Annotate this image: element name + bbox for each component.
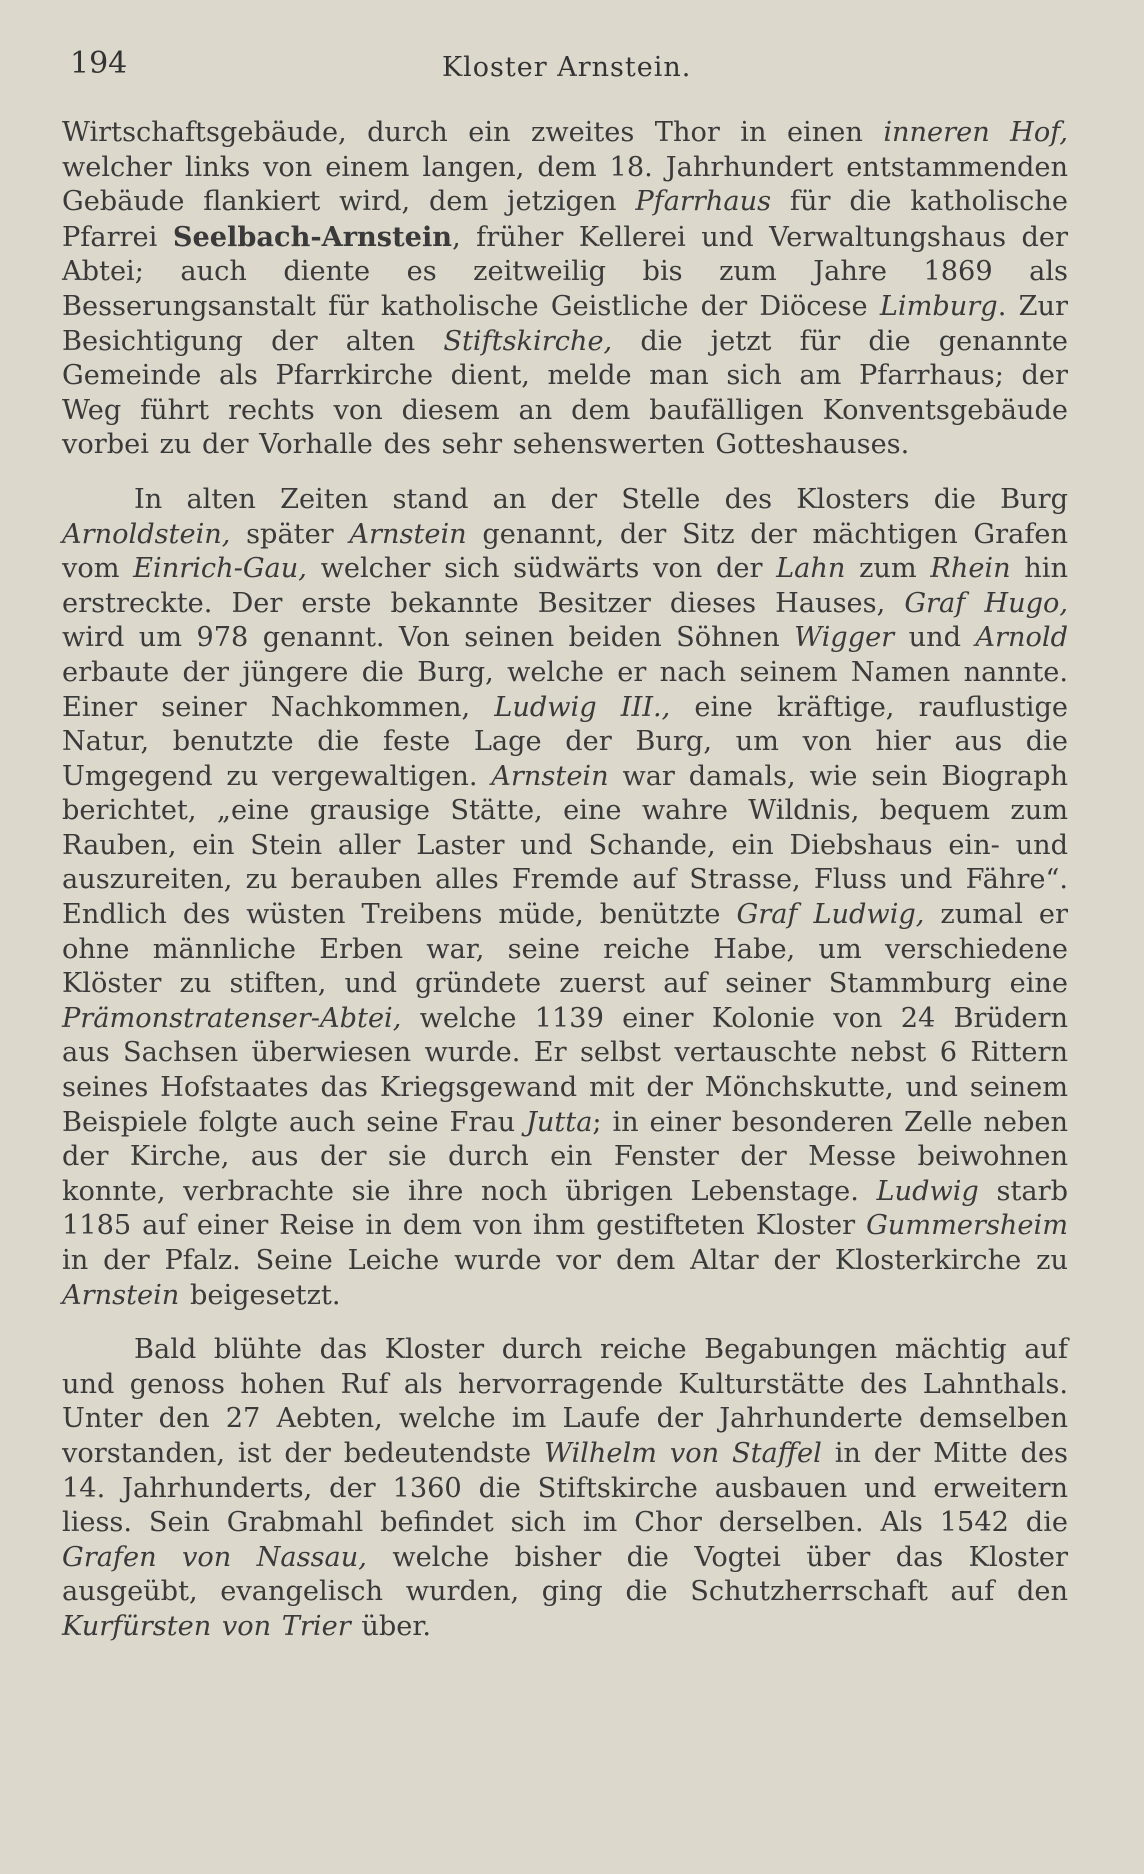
italic-text-run: Grafen von Nassau, — [62, 1541, 367, 1573]
italic-text-run: Arnstein — [62, 1279, 180, 1311]
italic-text-run: Einrich-Gau, — [133, 553, 307, 585]
italic-text-run: Graf Hugo, — [904, 587, 1068, 619]
italic-text-run: Graf Ludwig, — [736, 899, 925, 931]
text-run: ; in einer besonderen Zelle neben der Kirche, aus der sie durch ein Fenster der Messe beiwohnen konnte, verbrachte sie ihre noch übrigen Lebenstage. — [62, 1106, 1068, 1207]
text-run: welcher sich südwärts von der — [306, 553, 777, 585]
italic-text-run: Limburg — [879, 290, 998, 322]
text-run: in der Mitte des 14. Jahrhunderts, der 1360 die Stiftskirche ausbauen und erweitern liess. Sein Grabmahl befindet sich im Chor derselben. Als 1542 die — [62, 1437, 1068, 1539]
text-run: später — [230, 518, 350, 550]
paragraph — [62, 1333, 1068, 1644]
text-run: In alten Zeiten stand an der Stelle des Klosters die Burg — [134, 483, 1068, 515]
text-run: war damals, wie sein Biograph berichtet, „eine grausige Stätte, eine wahre Wildnis, bequem zum Rauben, ein Stein aller Laster und Schande, ein Diebshaus ein- und auszureiten, zu berauben alles Fremde auf Strasse, Fluss und Fähre“. Endlich des wüsten Treibens müde, benützte — [62, 760, 1068, 931]
italic-text-run: Wilhelm von Staffel — [544, 1437, 822, 1469]
text-run: eine kräftige, rauflustige Natur, benutzte die feste Lage der Burg, um von hier aus die Umgegend zu vergewaltigen. — [62, 691, 1068, 792]
italic-text-run: Wigger — [794, 622, 895, 654]
italic-text-run: Prämonstratenser-Abtei, — [62, 1002, 402, 1034]
paragraph — [62, 483, 1068, 1313]
text-run: erbaute der jüngere die Burg, welche er nach seinem Namen nannte. Einer seiner Nachkommen, — [62, 656, 1068, 723]
text-run: für die katholische Pfarrei — [62, 186, 1069, 253]
italic-text-run: Arnstein — [491, 760, 609, 792]
text-run: wird um 978 genannt. Von seinen beiden Söhnen — [62, 622, 795, 654]
italic-text-run: Jutta — [525, 1106, 593, 1138]
italic-text-run: Arnstein — [349, 518, 467, 550]
italic-text-run: Arnold — [975, 622, 1068, 654]
text-run: über. — [350, 1610, 431, 1642]
text-run: genannt, der Sitz der mächtigen Grafen vom — [62, 518, 1068, 585]
text-run: welche bisher die Vogtei über das Kloster ausgeübt, evangelisch wurden, ging die Schutzherrschaft auf den — [62, 1541, 1068, 1608]
text-run: . Zur Besichtigung der alten — [62, 290, 1068, 357]
text-run: zum — [845, 553, 931, 585]
italic-text-run: Gummersheim — [866, 1210, 1068, 1242]
italic-text-run: Rhein — [930, 553, 1011, 585]
text-run: hin erstreckte. Der erste bekannte Besitzer dieses Hauses, — [62, 553, 1069, 619]
body-text — [62, 116, 1068, 1665]
italic-text-run: Ludwig III., — [494, 691, 671, 723]
italic-text-run: Arnoldstein, — [62, 518, 231, 550]
text-run: starb 1185 auf einer Reise in dem von ihm gestifteten Kloster — [62, 1175, 1068, 1242]
text-run: welche 1139 einer Kolonie von 24 Brüdern aus Sachsen überwiesen wurde. Er selbst vertauschte nebst 6 Rittern seines Hofstaates das Kriegsgewand mit der Mönchskutte, und seinem Beispiele folgte auch seine Frau — [62, 1002, 1068, 1138]
italic-text-run: Pfarrhaus — [635, 186, 772, 218]
page-number: 194 — [70, 46, 128, 81]
text-run: die jetzt für die genannte Gemeinde als Pfarrkirche dient, melde man sich am Pfarrhaus; der Weg führt rechts von diesem an dem baufälligen Konventsgebäude vorbei zu der Vorhalle des sehr sehenswerten Gotteshauses. — [62, 325, 1068, 461]
page-header — [70, 46, 1070, 86]
italic-text-run: Lahn — [776, 553, 846, 585]
text-run: in der Pfalz. Seine Leiche wurde vor dem Altar der Klosterkirche zu — [62, 1245, 1068, 1276]
running-title: Kloster Arnstein. — [442, 52, 692, 83]
italic-text-run: Kurfürsten von Trier — [62, 1610, 351, 1642]
text-run: Wirtschaftsgebäude, durch ein zweites Thor in einen — [62, 117, 884, 148]
italic-text-run: Ludwig — [876, 1175, 979, 1207]
bold-text-run: Seelbach-Arnstein — [172, 220, 453, 253]
text-run: welcher links von einem langen, dem 18. Jahrhundert entstammenden Gebäude flankiert wird, dem jetzigen — [62, 151, 1068, 218]
text-run: und — [894, 622, 976, 654]
text-run: Bald blühte das Kloster durch reiche Begabungen mächtig auf und genoss hohen Ruf als hervorragende Kulturstätte des Lahnthals. Unter den 27 Aebten, welche im Laufe der Jahrhunderte demselben vorstanden, ist der bedeutendste — [62, 1334, 1068, 1469]
text-run: beigesetzt. — [179, 1279, 341, 1311]
italic-text-run: inneren Hof, — [883, 117, 1068, 148]
text-run: zumal er ohne männliche Erben war, seine reiche Habe, um verschiedene Klöster zu stiften, und gründete zuerst auf seiner Stammburg eine — [62, 899, 1069, 1000]
paragraph — [62, 116, 1068, 463]
text-run: , früher Kellerei und Verwaltungshaus der Abtei; auch diente es zeitweilig bis zum Jahre 1869 als Besserungsanstalt für katholische Geistliche der Diöcese — [62, 221, 1068, 322]
italic-text-run: Stiftskirche, — [443, 325, 613, 357]
